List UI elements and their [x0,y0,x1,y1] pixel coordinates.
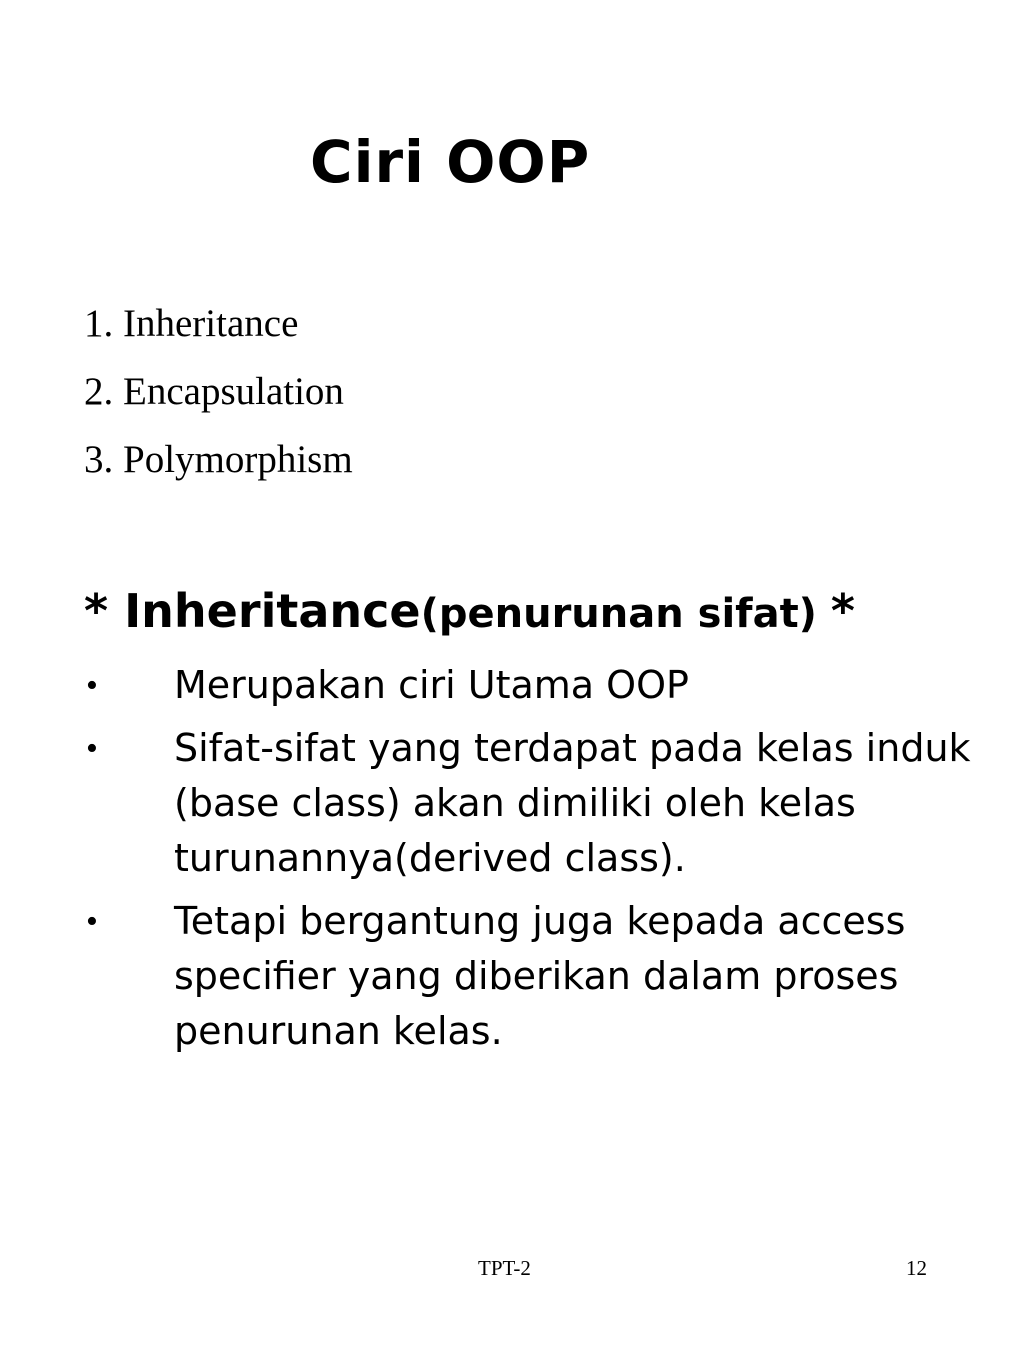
bullet-item [84,658,984,713]
footer-label: TPT-2 [478,1256,531,1280]
bullet-text: Merupakan ciri Utama OOP [174,663,689,707]
bullet-item [84,721,984,886]
section-heading-suffix: * [830,584,855,638]
bullet-icon: • [86,903,98,940]
bullet-item [84,894,984,1059]
bullet-icon: • [86,730,98,767]
section-heading-main: * Inheritance [84,584,421,638]
bullet-list [84,658,984,1067]
numbered-list [84,296,353,500]
section-heading [84,578,855,647]
numbered-item: 1. Inheritance [84,302,299,345]
numbered-item: 2. Encapsulation [84,370,344,413]
slide-title: Ciri OOP [310,128,591,196]
bullet-icon: • [86,667,98,704]
section-heading-paren: (penurunan sifat) [420,591,831,637]
numbered-item: 3. Polymorphism [84,438,353,481]
bullet-text: Sifat-sifat yang terdapat pada kelas induk (base class) akan dimiliki oleh kelas turunannya(derived class). [174,726,971,880]
bullet-text: Tetapi bergantung juga kepada access specifier yang diberikan dalam proses penurunan kelas. [174,899,906,1053]
page-number: 12 [906,1256,927,1280]
